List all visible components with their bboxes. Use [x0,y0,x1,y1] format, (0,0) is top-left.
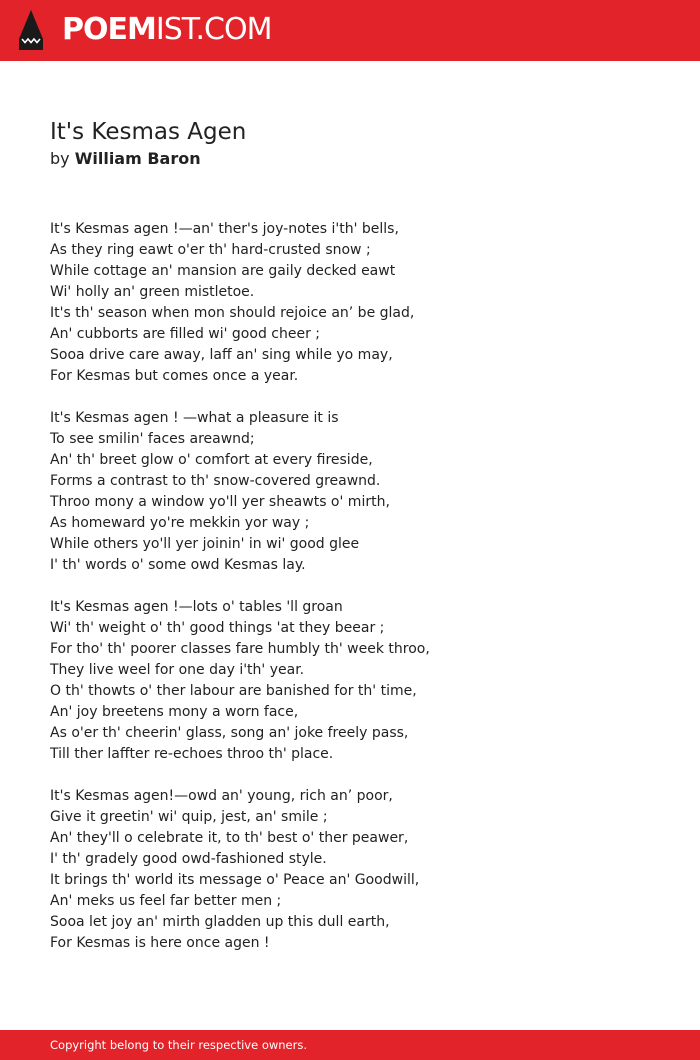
poem-line: It's Kesmas agen !—lots o' tables 'll groan [50,599,343,615]
poem-line: It's Kesmas agen !—an' ther's joy-notes i'th' bells, [50,221,399,237]
site-footer [0,1030,700,1060]
poem-line: I' th' gradely good owd-fashioned style. [50,851,327,867]
poem-line: As o'er th' cheerin' glass, song an' joke freely pass, [50,725,409,741]
poem-line: An' th' breet glow o' comfort at every fireside, [50,452,373,468]
poem-line: An' cubborts are filled wi' good cheer ; [50,326,320,342]
poem-line: Wi' th' weight o' th' good things 'at they beear ; [50,620,385,636]
poem-stanza [50,786,650,954]
poem-line: For Kesmas is here once agen ! [50,935,270,951]
poem-line: An' they'll o celebrate it, to th' best o' ther peawer, [50,830,409,846]
poem-line: Sooa let joy an' mirth gladden up this dull earth, [50,914,390,930]
poem-author: William Baron [74,149,201,168]
poem-line: Forms a contrast to th' snow-covered greawnd. [50,473,381,489]
poem-line: As homeward yo're mekkin yor way ; [50,515,310,531]
poem-stanza [50,408,650,576]
poem-line: They live weel for one day i'th' year. [50,662,305,678]
poem-line: An' meks us feel far better men ; [50,893,282,909]
pencil-tip-icon[interactable] [18,9,44,51]
byline-label: by [50,149,70,168]
poem-line: Till ther laffter re-echoes throo th' place. [50,746,334,762]
poem-line: As they ring eawt o'er th' hard-crusted snow ; [50,242,371,258]
poem-line: O th' thowts o' ther labour are banished for th' time, [50,683,417,699]
poem-line: For tho' th' poorer classes fare humbly th' week throo, [50,641,430,657]
poem-byline [50,149,201,169]
poem-line: While others yo'll yer joinin' in wi' good glee [50,536,360,552]
poem-line: While cottage an' mansion are gaily decked eawt [50,263,396,279]
poem-line: To see smilin' faces areawnd; [50,431,255,447]
poem-line: Wi' holly an' green mistletoe. [50,284,255,300]
poem-line: For Kesmas but comes once a year. [50,368,299,384]
poem-line: Throo mony a window yo'll yer sheawts o' mirth, [50,494,390,510]
logo-bold-text: POEM [62,12,156,47]
poem-body [50,219,650,975]
poem-line: It's Kesmas agen ! —what a pleasure it is [50,410,339,426]
logo-light-text: IST.COM [155,12,272,47]
poem-line: Give it greetin' wi' quip, jest, an' smile ; [50,809,328,825]
poem-title: It's Kesmas Agen [50,119,247,145]
copyright-notice: Copyright belong to their respective owners. [50,1038,308,1052]
poem-line: It brings th' world its message o' Peace an' Goodwill, [50,872,420,888]
poem-line: It's Kesmas agen!—owd an' young, rich an’ poor, [50,788,393,804]
poem-line: An' joy breetens mony a worn face, [50,704,299,720]
poem-stanza [50,219,650,387]
poem-line: It's th' season when mon should rejoice an’ be glad, [50,305,415,321]
site-logo[interactable] [62,12,271,48]
poem-line: I' th' words o' some owd Kesmas lay. [50,557,306,573]
poem-stanza [50,597,650,765]
poem-line: Sooa drive care away, laff an' sing while yo may, [50,347,393,363]
site-header [0,0,700,61]
